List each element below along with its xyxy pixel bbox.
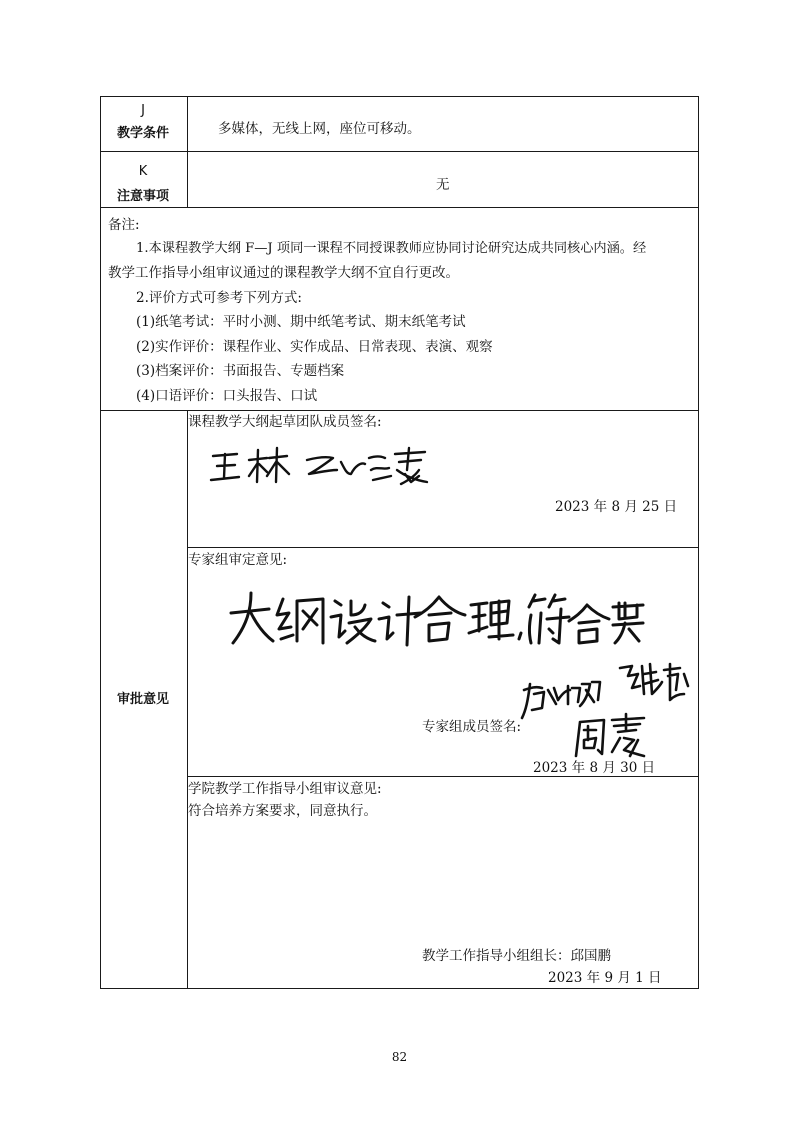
notes-item: (1)纸笔考试：平时小测、期中纸笔考试、期末纸笔考试 [136,314,466,330]
college-date: 2023 年 9 月 1 日 [548,970,662,986]
syllabus-table [100,96,699,989]
notes-item: (4)口语评价：口头报告、口试 [136,388,318,404]
column-divider [187,96,188,207]
row-divider [100,151,699,152]
page-number: 82 [391,1050,408,1064]
drafting-signatures-image [205,440,445,490]
college-leader: 教学工作指导小组组长：邱国鹏 [422,948,611,964]
drafting-date: 2023 年 8 月 25 日 [555,499,678,515]
table-border-bottom [100,988,699,989]
row-j-label: 教学条件 [116,126,169,141]
expert-signatures-image [520,660,695,760]
notes-line-2: 2.评价方式可参考下列方式: [136,290,302,306]
row-divider [100,207,699,208]
college-heading: 学院教学工作指导小组审议意见: [188,781,382,797]
handwriting-strokes [211,448,427,484]
table-border-right [698,96,699,989]
table-border-top [100,96,699,97]
expert-opinion-handwriting [225,585,645,655]
drafting-heading: 课程教学大纲起草团队成员签名: [188,414,382,430]
row-k-label: 注意事项 [116,189,169,204]
row-divider [100,410,699,411]
approval-label: 审批意见 [116,692,169,707]
row-j-content: 多媒体，无线上网，座位可移动。 [218,121,421,137]
row-k-content: 无 [436,177,450,193]
notes-title: 备注: [108,217,140,233]
row-k-code: K [138,164,148,179]
row-divider [187,547,699,548]
college-opinion: 符合培养方案要求，同意执行。 [188,803,377,819]
expert-heading: 专家组审定意见: [188,552,288,568]
expert-date: 2023 年 8 月 30 日 [533,760,656,776]
table-border-left [100,96,101,989]
column-divider [187,410,188,989]
notes-line-1: 1.本课程教学大纲 F—J 项同一课程不同授课教师应协同讨论研究达成共同核心内涵。经 [136,241,647,256]
notes-item: (2)实作评价：课程作业、实作成品、日常表现、表演、观察 [136,339,493,355]
notes-item: (3)档案评价：书面报告、专题档案 [136,363,345,379]
row-j-code: J [141,103,145,118]
expert-members-label: 专家组成员签名: [422,719,522,735]
notes-line-1b: 教学工作指导小组审议通过的课程教学大纲不宜自行更改。 [108,265,459,281]
